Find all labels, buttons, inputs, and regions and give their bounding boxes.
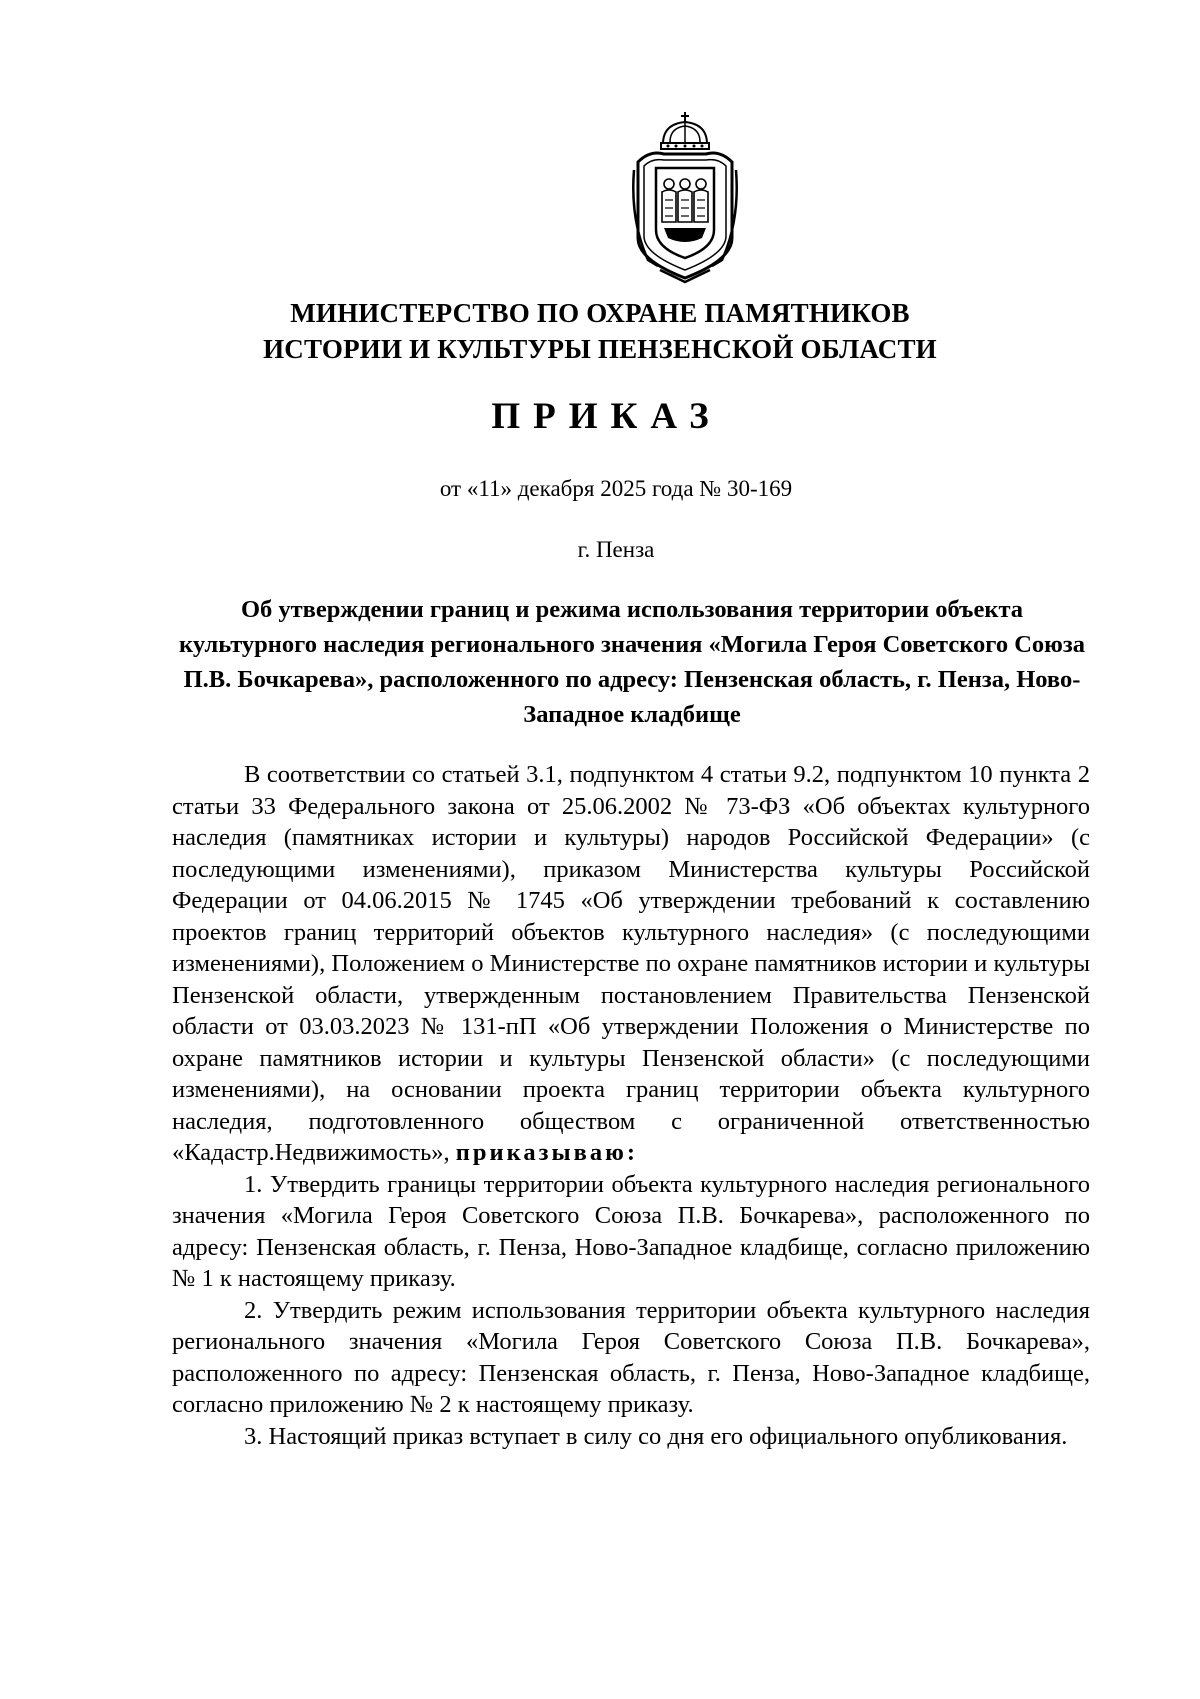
document-date-number: от «11» декабря 2025 года № 30-169	[439, 476, 793, 501]
order-item-3: 3. Настоящий приказ вступает в силу со дня его официального опубликования.	[244, 1422, 1068, 1450]
order-word: приказываю:	[455, 1139, 638, 1166]
document-type-heading: ПРИКАЗ	[491, 396, 722, 437]
preamble-paragraph	[172, 759, 1090, 1169]
penza-region-coat-of-arms-icon	[630, 110, 740, 285]
document-title: Об утверждении границ и режима использования территории объекта культурного наследия регионального значения «Могила Героя Советского Союза П.В. Бочкарева», расположенного по адресу: Пензенская область, г. Пенза, Ново-Западное кладбище	[179, 596, 1085, 728]
order-item-2: 2. Утвердить режим использования территории объекта культурного наследия регионального значения «Могила Героя Советского Союза П.В. Бочкарева», расположенного по адресу: Пензенская область, г. Пенза, Ново-Западное кладбище, согласно приложению № 2 к настоящему приказу.	[172, 1296, 1090, 1418]
ministry-name-line-2: ИСТОРИИ И КУЛЬТУРЫ ПЕНЗЕНСКОЙ ОБЛАСТИ	[263, 334, 937, 364]
document-city: г. Пенза	[577, 537, 655, 562]
preamble-text: В соответствии со статьей 3.1, подпунктом 4 статьи 9.2, подпунктом 10 пункта 2 статьи 33 Федерального закона от 25.06.2002 № 73-ФЗ «Об объектах культурного наследия (памятниках истории и культуры) народов Российской Федерации» (с последующими изменениями), приказом Министерства культуры Российской Федерации от 04.06.2015 № 1745 «Об утверждении требований к составлению проектов границ территорий объектов культурного наследия» (с последующими изменениями), Положением о Министерстве по охране памятников истории и культуры Пензенской области, утвержденным постановлением Правительства Пензенской области от 03.03.2023 № 131-пП «Об утверждении Положения о Министерстве по охране памятников истории и культуры Пензенской области» (с последующими изменениями), на основании проекта границ территории объекта культурного наследия, подготовленного обществом с ограниченной ответственностью «Кадастр.Недвижимость»,	[172, 761, 1090, 1166]
document-body	[172, 759, 1090, 1452]
order-item-1: 1. Утвердить границы территории объекта культурного наследия регионального значения «Могила Героя Советского Союза П.В. Бочкарева», расположенного по адресу: Пензенская область, г. Пенза, Ново-Западное кладбище, согласно приложению № 1 к настоящему приказу.	[172, 1170, 1090, 1292]
ministry-name-line-1: МИНИСТЕРСТВО ПО ОХРАНЕ ПАМЯТНИКОВ	[290, 298, 910, 328]
